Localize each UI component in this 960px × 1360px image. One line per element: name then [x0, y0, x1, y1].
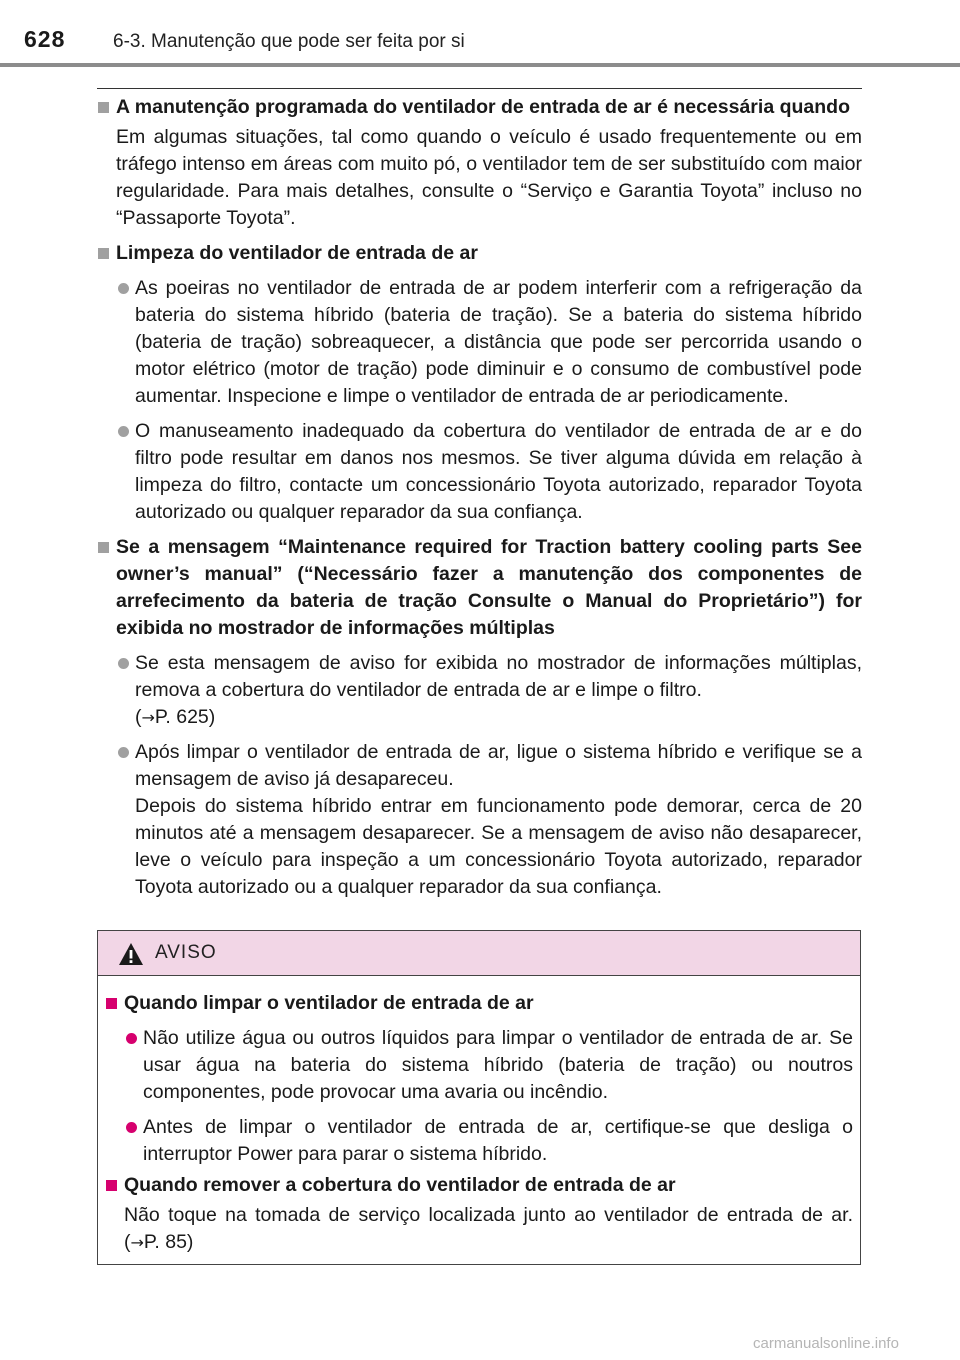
section-paragraph: Em algumas situações, tal como quando o veículo é usado frequentemente ou em tráfego intenso em áreas com muito pó, o ventilador tem de ser substituído com maior regularidade. Para mais detalhes, consulte o “Serviço e Garantia Toyota” incluso no “Passaporte Toyota”.	[116, 126, 862, 229]
list-item: Antes de limpar o ventilador de entrada de ar, certifique-se que desliga o interruptor Power para parar o sistema híbrido.	[105, 1114, 853, 1168]
square-bullet-icon	[98, 102, 109, 113]
section-divider	[97, 88, 862, 89]
list-item: O manuseamento inadequado da cobertura do ventilador de entrada de ar e do filtro pode resultar em danos nos mesmos. Se tiver alguma dúvida em relação à limpeza do filtro, contacte um concessionário Toyota autorizado, reparador Toyota autorizado ou qualquer reparador da sua confiança.	[97, 418, 862, 526]
warning-header	[98, 931, 860, 976]
round-bullet-icon	[118, 426, 129, 437]
section-maintenance-message	[97, 534, 862, 901]
section-heading: Limpeza do ventilador de entrada de ar	[97, 240, 862, 267]
warning-heading: Quando remover a cobertura do ventilador de entrada de ar	[105, 1172, 853, 1199]
section-heading: Se a mensagem “Maintenance required for Traction battery cooling parts See owner’s manual” (“Necessário fazer a manutenção dos componentes de arrefecimento da bateria de tração Consulte o Manual do Proprietário”) for exibida no mostrador de informações múltiplas	[97, 534, 862, 642]
list-item: Não utilize água ou outros líquidos para limpar o ventilador de entrada de ar. Se usar água na bateria do sistema híbrido (bateria de tração) ou noutros componentes, pode provocar uma avaria ou incêndio.	[105, 1025, 853, 1106]
square-bullet-icon	[98, 542, 109, 553]
square-bullet-icon	[98, 248, 109, 259]
warning-heading: Quando limpar o ventilador de entrada de ar	[105, 990, 853, 1017]
section-heading: A manutenção programada do ventilador de entrada de ar é necessária quando	[97, 94, 862, 121]
watermark: carmanualsonline.info	[753, 1335, 899, 1352]
main-content	[97, 94, 862, 909]
square-bullet-icon	[106, 998, 117, 1009]
warning-title: AVISO	[155, 942, 217, 963]
chapter-title: 6-3. Manutenção que pode ser feita por si	[113, 31, 465, 52]
round-bullet-icon	[118, 283, 129, 294]
header-rule	[0, 63, 960, 67]
section-fan-cleaning	[97, 240, 862, 526]
arrow-right-icon: →	[141, 708, 155, 727]
page-number: 628	[24, 26, 66, 52]
warning-box	[97, 930, 861, 1265]
page-reference: P. 85)	[143, 1231, 194, 1253]
warning-section-cleaning	[105, 990, 853, 1168]
square-bullet-icon	[106, 1180, 117, 1191]
warning-paragraph: Não toque na tomada de serviço localizada junto ao ventilador de entrada de ar. (→P. 85)	[124, 1204, 853, 1253]
warning-section-cover-removal	[105, 1172, 853, 1256]
page-header	[0, 0, 960, 70]
round-bullet-icon	[126, 1122, 137, 1133]
list-item: Após limpar o ventilador de entrada de ar, ligue o sistema híbrido e verifique se a mensagem de aviso já desapareceu. Depois do sistema híbrido entrar em funcionamento pode demorar, cerca de 20 minutos até a mensagem desaparecer. Se a mensagem de aviso não desaparecer, leve o veículo para inspeção a um concessionário Toyota autorizado, reparador Toyota autorizado ou a qualquer reparador da sua confiança.	[97, 739, 862, 901]
round-bullet-icon	[126, 1033, 137, 1044]
warning-triangle-icon	[118, 942, 144, 966]
section-scheduled-maintenance	[97, 94, 862, 232]
list-item: As poeiras no ventilador de entrada de ar podem interferir com a refrigeração da bateria do sistema híbrido (bateria de tração). Se a bateria do sistema híbrido (bateria de tração) sobreaquecer, a distância que pode ser percorrida usando o motor elétrico (motor de tração) pode diminuir e o consumo de combustível pode aumentar. Inspecione e limpe o ventilador de entrada de ar periodicamente.	[97, 275, 862, 410]
warning-body	[98, 976, 860, 1256]
arrow-right-icon: →	[130, 1233, 144, 1252]
round-bullet-icon	[118, 747, 129, 758]
list-item: Se esta mensagem de aviso for exibida no mostrador de informações múltiplas, remova a cobertura do ventilador de entrada de ar e limpe o filtro. (→P. 625)	[97, 650, 862, 731]
page-reference: P. 625)	[154, 706, 216, 728]
round-bullet-icon	[118, 658, 129, 669]
